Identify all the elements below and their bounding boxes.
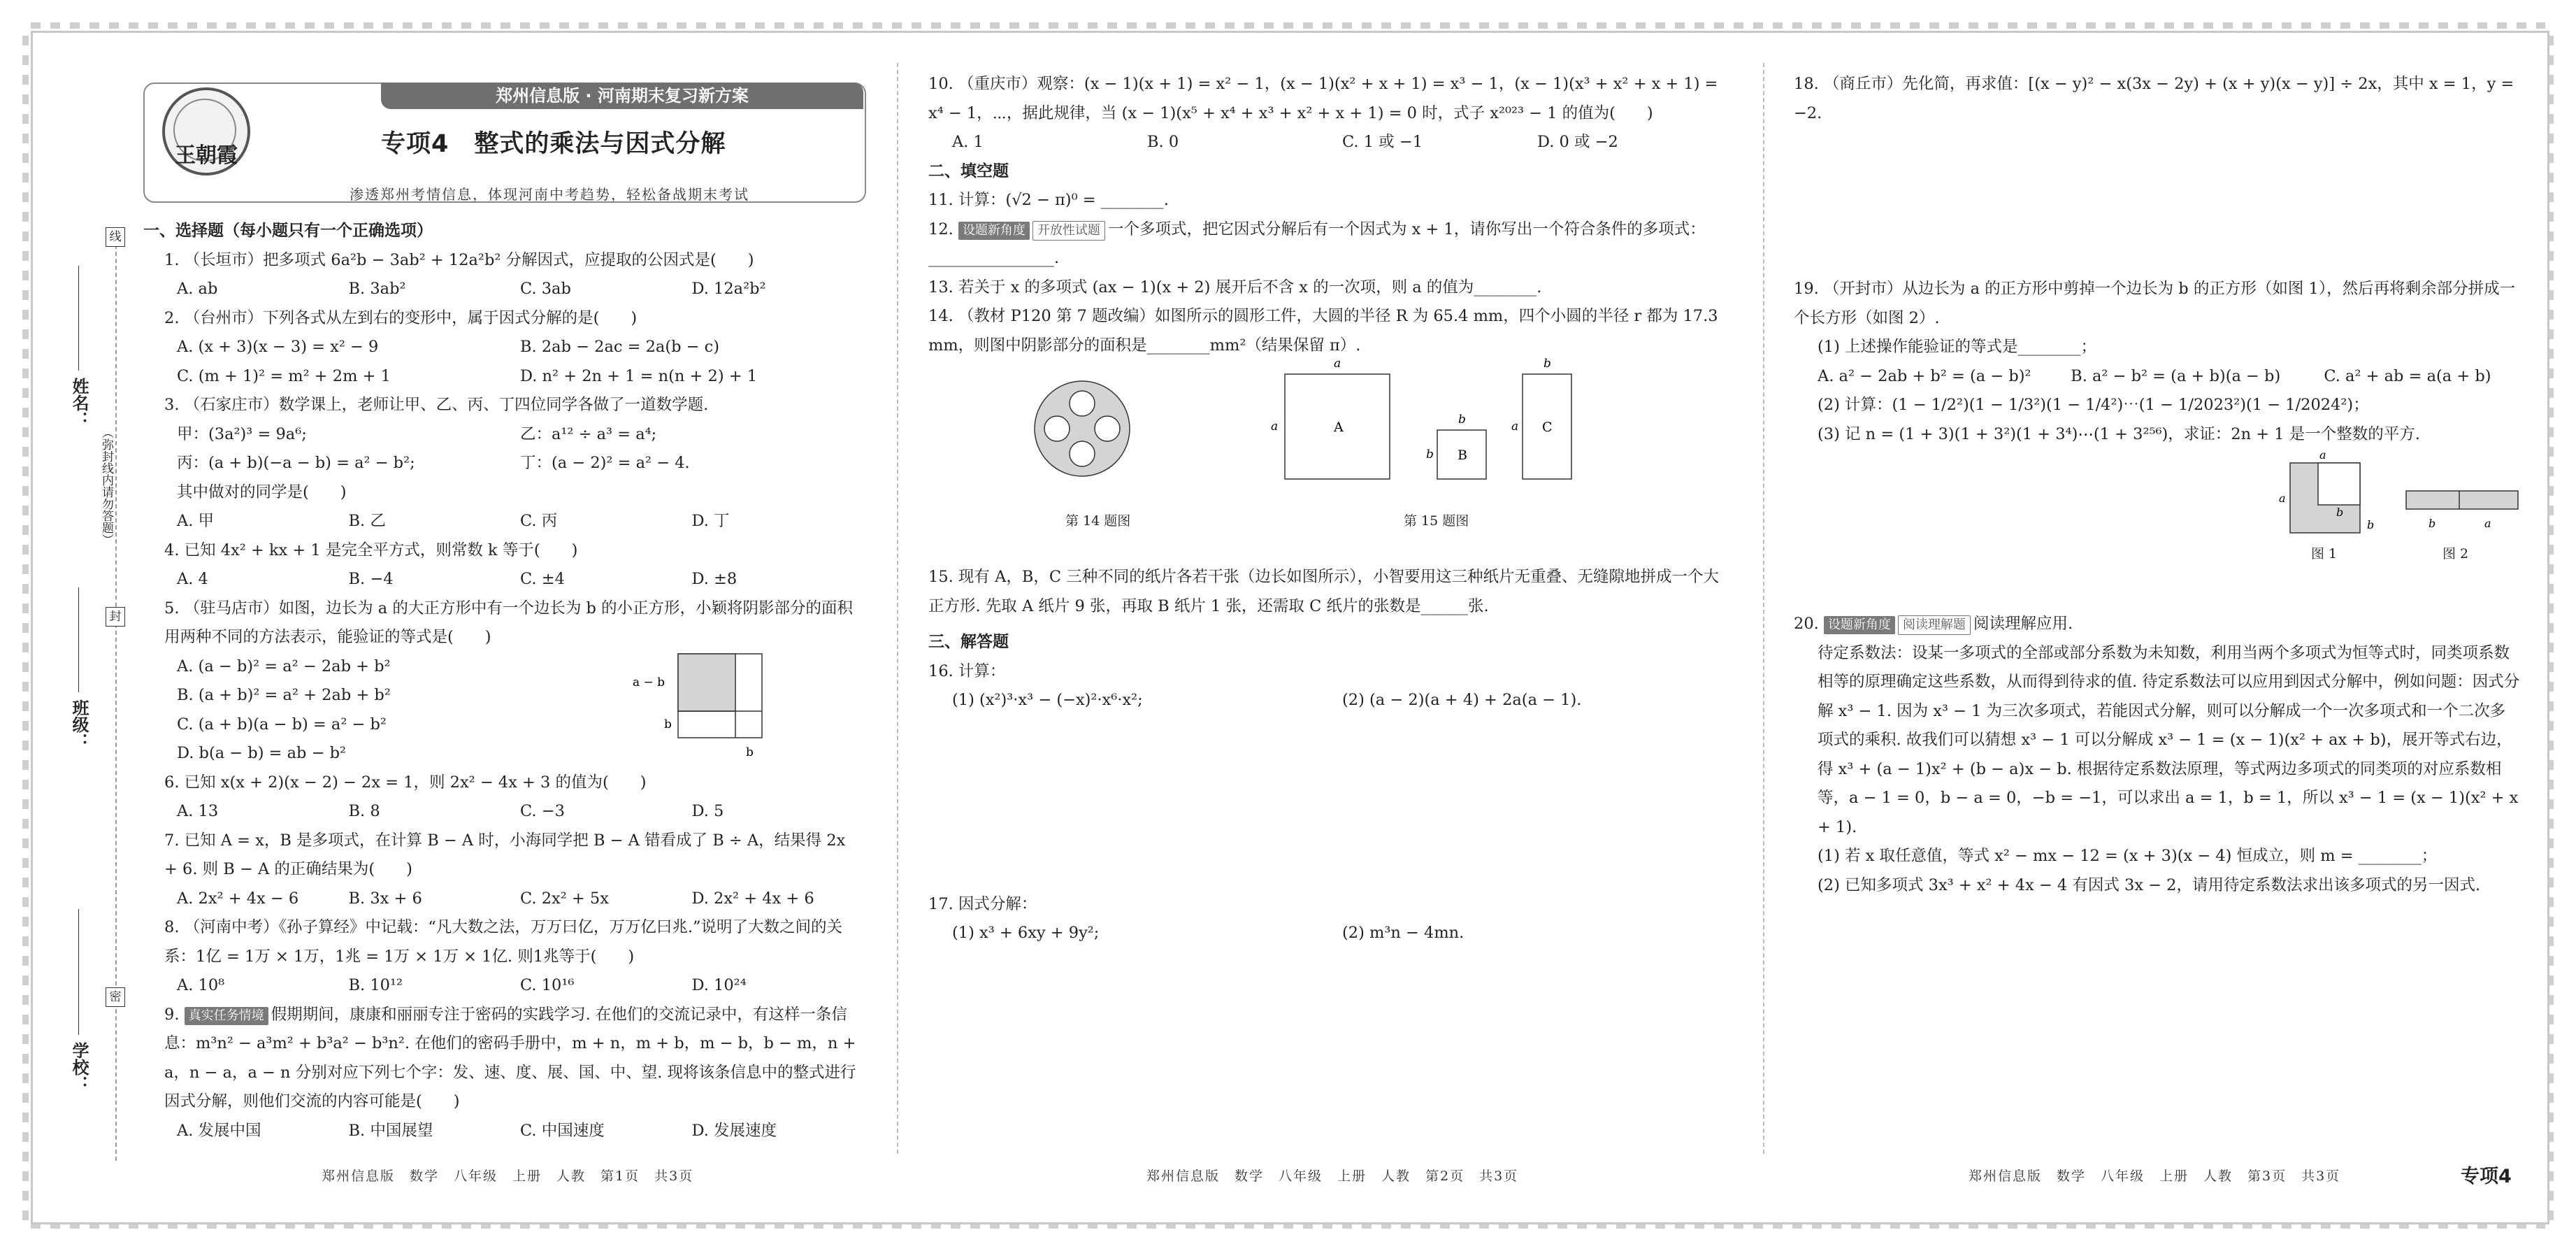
statement: 丙：(a + b)(−a − b) = a² − b²;: [177, 454, 415, 472]
column-3: [1794, 70, 2521, 900]
question-19: 19. （开封市）从边长为 a 的正方形中剪掉一个边长为 b 的正方形（如图 1），然后再将剩余部分拼成一个长方形（如图 2）.: [1794, 280, 2516, 327]
question-11: 11. 计算：(√2 − π)⁰ = ________.: [928, 191, 1169, 209]
option: A. 13: [177, 802, 219, 820]
tag-new-angle: 设题新角度: [1824, 616, 1895, 634]
option: C. 1 或 −1: [1342, 133, 1423, 151]
option: A. 1: [952, 133, 984, 151]
question-13: 13. 若关于 x 的多项式 (ax − 1)(x + 2) 展开后不含 x 的一次项，则 a 的值为________.: [928, 278, 1542, 296]
svg-text:A: A: [1334, 420, 1344, 435]
binding-note: （弥封线内请勿答题）: [99, 427, 113, 545]
question-20-head: 阅读理解应用.: [1973, 615, 2073, 633]
option: A. 2x² + 4x − 6: [177, 889, 299, 908]
top-border: [31, 22, 2545, 29]
question-6: 6. 已知 x(x + 2)(x − 2) − 2x = 1，则 2x² − 4x + 3 的值为( ): [164, 773, 647, 792]
svg-text:C: C: [1542, 420, 1553, 435]
option: A. 4: [177, 570, 208, 588]
name-label: 姓名：: [69, 378, 89, 428]
option: D. n² + 2n + 1 = n(n + 2) + 1: [520, 366, 758, 385]
option: B. 8: [348, 802, 380, 820]
fig-label: a − b: [633, 675, 665, 689]
question-18: 18. （商丘市）先化简，再求值：[(x − y)² − x(3x − 2y) + (x + y)(x − y)] ÷ 2x，其中 x = 1，y = −2.: [1794, 75, 2514, 122]
question-5-body: [143, 652, 863, 769]
class-label: 班级：: [69, 699, 89, 750]
column-separator-2: [1763, 63, 1764, 1154]
svg-text:b: b: [1458, 413, 1466, 427]
question-9-text: 假期期间，康康和丽丽专注于密码的实践学习. 在他们的交流记录中，有这样一条信息：m³n² − a³m² + b³a² − b³n². 在他们的密码手册中，m + n，m + b，m − b，b − m，n + a，n − a，a − n 分别对应下列七个字：发、速、度、展、国、中、望. 现将该条信息中的整式进行因式分解，则他们交流的内容可能是( ): [164, 1005, 856, 1110]
question-8: 8. （河南中考）《孙子算经》中记载：“凡大数之法，万万曰亿，万万亿曰兆.”说明了大数之间的关系：1亿 = 1万 × 1万，1兆 = 1万 × 1万 × 1亿. 则1兆等于( ): [164, 918, 843, 966]
question-8-options: [143, 971, 863, 1001]
figure-19: [2269, 449, 2521, 561]
answer-space-16: [928, 715, 1732, 890]
option: D. 12a²b²: [691, 280, 766, 298]
option: C. (a + b)(a − b) = a² − b²: [177, 715, 387, 734]
answer-space-19: [1794, 568, 2521, 610]
question-19-part-1: (1) 上述操作能验证的等式是________；: [1818, 338, 2097, 356]
svg-text:b: b: [2429, 517, 2436, 530]
question-4: 4. 已知 4x² + kx + 1 是完全平方式，则常数 k 等于( ): [164, 541, 578, 559]
svg-text:B: B: [1458, 448, 1467, 463]
option: D. 10²⁴: [691, 976, 747, 994]
option: B. 中国展望: [348, 1121, 433, 1140]
school-label: 学校：: [69, 1042, 89, 1092]
question-2-options: [143, 333, 863, 362]
option: D. 发展速度: [691, 1121, 777, 1140]
question-20-body: 待定系数法：设某一多项式的全部或部分系数为未知数，利用当两个多项式为恒等式时，同类项系数相等的原理确定这些系数，从而得到待求的值. 待定系数法可以应用到因式分解中，例如问题：因式分解 x³ − 1. 因为 x³ − 1 为三次多项式，若能因式分解，则可以分解成一个一次多项式和一个二次多项式的乘积. 故我们可以猜想 x³ − 1 可以分解成 x³ − 1 = (x − 1)(x² + ax + b)，展开等式右边，得 x³ + (a − 1)x² + (b − a)x − b. 根据待定系数法原理，等式两边多项式的同类项的对应系数相等，a − 1 = 0，b − a = 0，−b = −1，可以求出 a = 1，b = 1，所以 x³ − 1 = (x − 1)(x² + x + 1).: [1818, 643, 2520, 836]
question-9-options: [143, 1117, 863, 1146]
binding-mark-secret: 密: [106, 987, 125, 1007]
question-17: 17. 因式分解：: [928, 894, 1037, 913]
question-3-lines: [143, 420, 863, 450]
binding-mark-line: 线: [106, 227, 125, 247]
section-choice: 一、选择题（每小题只有一个正确选项）: [143, 222, 433, 240]
option: D. b(a − b) = ab − b²: [177, 744, 347, 762]
svg-text:a: a: [1334, 357, 1341, 371]
question-7-options: [143, 885, 863, 914]
statement: 甲：(3a²)³ = 9a⁶;: [177, 424, 307, 443]
option: C. (m + 1)² = m² + 2m + 1: [177, 366, 391, 385]
option: B. (a + b)² = a² + 2ab + b²: [177, 686, 391, 704]
option: B. 2ab − 2ac = 2a(b − c): [520, 338, 720, 356]
part: (1) x³ + 6xy + 9y²;: [952, 924, 1100, 942]
option: A. 发展中国: [177, 1121, 261, 1140]
figure-14: [1026, 374, 1152, 500]
question-2-options-row2: [143, 362, 863, 392]
svg-text:b: b: [2367, 518, 2375, 531]
option: C. 2x² + 5x: [520, 889, 609, 908]
part: (1) (x²)³·x³ − (−x)²·x⁶·x²;: [952, 691, 1143, 709]
svg-text:a: a: [1271, 420, 1279, 434]
figures-14-15: [928, 357, 1732, 563]
question-3-tail: 其中做对的同学是( ): [177, 482, 347, 501]
question-1-options: [143, 275, 863, 304]
option: A. 甲: [177, 512, 215, 530]
svg-text:b: b: [1544, 357, 1551, 371]
question-14: 14. （教材 P120 第 7 题改编）如图所示的圆形工件，大圆的半径 R 为 65.4 mm，四个小圆的半径 r 都为 17.3 mm，则图中阴影部分的面积是________mm²（结果保留 π）.: [928, 307, 1718, 355]
option: B. 乙: [348, 512, 386, 530]
tag-new-angle: 设题新角度: [958, 222, 1030, 240]
question-12: 12. 设题新角度 开放性试题 一个多项式，把它因式分解后有一个因式为 x + 1，请你写出一个符合条件的多项式：________________.: [928, 220, 1706, 267]
svg-text:a: a: [1511, 420, 1519, 434]
option: A. a² − 2ab + b² = (a − b)²: [1818, 366, 2031, 385]
option: B. −4: [348, 570, 394, 588]
option: C. 3ab: [520, 280, 571, 298]
option: C. 中国速度: [520, 1121, 605, 1140]
question-20-part-2: (2) 已知多项式 3x³ + x² + 4x − 4 有因式 3x − 2，请用待定系数法求出该多项式的另一因式.: [1818, 875, 2481, 894]
question-5-figure: [626, 640, 793, 773]
svg-text:a: a: [2319, 449, 2326, 462]
question-19-options: [1794, 362, 2521, 392]
option: D. 丁: [691, 512, 730, 530]
part: (2) (a − 2)(a + 4) + 2a(a − 1).: [1342, 691, 1582, 709]
question-5: 5. （驻马店市）如图，边长为 a 的大正方形中有一个边长为 b 的小正方形，小颖将阴影部分的面积用两种不同的方法表示，能验证的等式是( ): [164, 599, 854, 646]
question-1: 1. （长垣市）把多项式 6a²b − 3ab² + 12a²b² 分解因式，应提取的公因式是( ): [164, 250, 754, 269]
page-title: 专项4 整式的乘法与因式分解: [381, 130, 726, 158]
question-10-options: [928, 128, 1732, 157]
fig-label: b: [664, 717, 672, 731]
figure-1-caption: 图 1: [2311, 546, 2338, 562]
question-3: 3. （石家庄市）数学课上，老师让甲、乙、丙、丁四位同学各做了一道数学题.: [164, 396, 709, 414]
question-15: 15. 现有 A，B，C 三种不同的纸片各若干张（边长如图所示），小智要用这三种纸片无重叠、无缝隙地拼成一个大正方形. 先取 A 纸片 9 张，再取 B 纸片 1 张，还需取 C 纸片的张数是______张.: [928, 568, 1719, 615]
question-9: 9. 真实任务情境 假期期间，康康和丽丽专注于密码的实践学习. 在他们的交流记录中，有这样一条信息：m³n² − a³m² + b³a² − b³n². 在他们的密码手册中，m + n，m + b，m − b，b − m，n + a，n − a，a − n 分别对应下列七个字：发、速、度、展、国、中、望. 现将该条信息中的整式进行因式分解，则他们交流的内容可能是( ): [164, 1005, 856, 1110]
logo: [162, 87, 250, 176]
question-6-options: [143, 797, 863, 827]
option: D. 2x² + 4x + 6: [691, 889, 814, 908]
tag-real-task: 真实任务情境: [185, 1007, 268, 1025]
question-16-parts: [928, 686, 1732, 715]
question-3-lines-row2: [143, 449, 863, 478]
answer-space-18: [1794, 128, 2521, 275]
option: D. 0 或 −2: [1537, 133, 1618, 151]
footer-page-3: 郑州信息版 数学 八年级 上册 人教 第3页 共3页: [1969, 1168, 2341, 1184]
option: A. (a − b)² = a² − 2ab + b²: [177, 657, 391, 675]
column-2: [928, 70, 1732, 948]
figure-15: [1264, 353, 1627, 500]
svg-text:a: a: [2279, 492, 2286, 505]
tag-reading: 阅读理解题: [1898, 615, 1971, 635]
section-answer: 三、解答题: [928, 633, 1009, 651]
question-19-part-3: (3) 记 n = (1 + 3)(1 + 3²)(1 + 3⁴)⋯(1 + 3²⁵⁶)，求证：2n + 1 是一个整数的平方.: [1818, 424, 2420, 443]
name-underline: [78, 266, 79, 371]
option: C. a² + ab = a(a + b): [2324, 366, 2491, 385]
figure-14-caption: 第 14 题图: [1065, 513, 1131, 529]
option: B. 3x + 6: [348, 889, 422, 908]
binding-line: [115, 231, 117, 1161]
option: B. 3ab²: [348, 280, 406, 298]
option: B. a² − b² = (a + b)(a − b): [2071, 366, 2281, 385]
section-tag: 专项4: [2461, 1166, 2512, 1187]
left-border: [22, 31, 29, 1220]
footer-page-1: 郑州信息版 数学 八年级 上册 人教 第1页 共3页: [322, 1168, 694, 1184]
question-19-part-2: (2) 计算：(1 − 1/2²)(1 − 1/3²)(1 − 1/4²)⋯(1 − 1/2023²)(1 − 1/2024²)；: [1818, 396, 2369, 414]
option: A. (x + 3)(x − 3) = x² − 9: [177, 338, 379, 356]
question-7: 7. 已知 A = x，B 是多项式，在计算 B − A 时，小海同学把 B − A 错看成了 B ÷ A，结果得 2x + 6. 则 B − A 的正确结果为( ): [164, 831, 846, 878]
question-3-options: [143, 507, 863, 536]
footer-page-2: 郑州信息版 数学 八年级 上册 人教 第2页 共3页: [1146, 1168, 1519, 1184]
option: C. 丙: [520, 512, 558, 530]
figure-2-caption: 图 2: [2442, 546, 2469, 562]
statement: 乙：a¹² ÷ a³ = a⁴;: [520, 424, 657, 443]
tag-open-question: 开放性试题: [1032, 221, 1105, 241]
question-2: 2. （台州市）下列各式从左到右的变形中，属于因式分解的是( ): [164, 308, 638, 327]
option: A. ab: [177, 280, 218, 298]
option: C. 10¹⁶: [520, 976, 575, 994]
statement: 丁：(a − 2)² = a² − 4.: [520, 454, 690, 472]
option: C. −3: [520, 802, 565, 820]
question-20: 20. 设题新角度 阅读理解题 阅读理解应用.: [1794, 610, 2521, 639]
figures-19: [1794, 449, 2521, 568]
option: A. 10⁸: [177, 976, 225, 994]
question-16: 16. 计算：: [928, 662, 1006, 680]
logo-text: 王朝霞: [175, 143, 238, 168]
header-subtitle: 渗透郑州考情信息，体现河南中考趋势，轻松备战期末考试: [350, 186, 749, 203]
part: (2) m³n − 4mn.: [1342, 924, 1465, 942]
option: D. ±8: [691, 570, 737, 588]
option: D. 5: [691, 802, 724, 820]
question-10: 10. （重庆市）观察：(x − 1)(x + 1) = x² − 1，(x − 1)(x² + x + 1) = x³ − 1，(x − 1)(x³ + x² + x + 1) = x⁴ − 1，⋯，据此规律，当 (x − 1)(x⁵ + x⁴ + x³ + x² + x + 1) = 0 时，式子 x²⁰²³ − 1 的值为( ): [928, 75, 1718, 122]
header-banner: 郑州信息版 · 河南期末复习新方案: [381, 83, 863, 109]
fig-label: b: [746, 745, 754, 759]
question-17-parts: [928, 919, 1732, 948]
option: C. ±4: [520, 570, 565, 588]
svg-text:a: a: [2484, 517, 2491, 530]
question-20-part-1: (1) 若 x 取任意值，等式 x² − mx − 12 = (x + 3)(x − 4) 恒成立，则 m = ________；: [1818, 847, 2438, 865]
option: B. 10¹²: [348, 976, 403, 994]
option: B. 0: [1147, 133, 1179, 151]
svg-text:b: b: [2336, 506, 2344, 519]
figure-15-caption: 第 15 题图: [1404, 513, 1469, 529]
binding-mark-seal: 封: [106, 607, 125, 627]
column-separator-1: [897, 63, 898, 1154]
question-4-options: [143, 565, 863, 594]
section-fill: 二、填空题: [928, 162, 1009, 180]
svg-text:b: b: [1426, 448, 1434, 462]
question-12-text: 一个多项式，把它因式分解后有一个因式为 x + 1，请你写出一个符合条件的多项式：________________.: [928, 220, 1706, 267]
school-underline: [78, 909, 79, 1035]
class-underline: [78, 587, 79, 692]
column-1: [143, 217, 863, 1145]
